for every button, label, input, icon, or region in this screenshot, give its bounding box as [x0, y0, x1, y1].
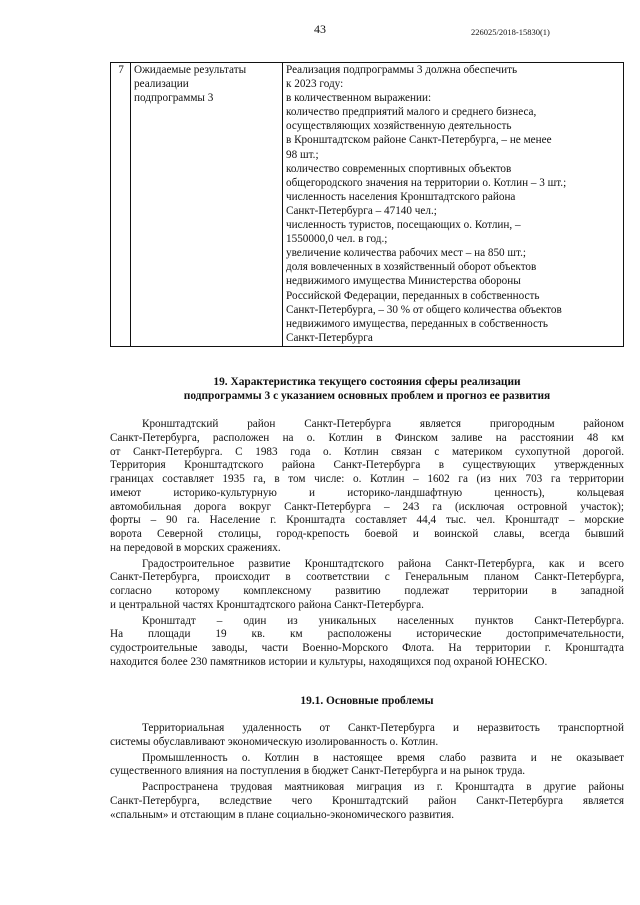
content-line: Российской Федерации, переданных в собственность: [286, 289, 540, 302]
heading-line: подпрограммы 3 с указанием основных проблем и прогноз ее развития: [183, 390, 551, 403]
content-line: осуществляющих хозяйственную деятельность: [286, 120, 512, 133]
content-line: численность населения Кронштадтского района: [286, 190, 516, 203]
content-line: к 2023 году:: [286, 78, 344, 91]
text-line: имеют историко-культурную и историко-ландшафтную ценность), кольцевая: [110, 486, 624, 499]
text-line: Территория Кронштадтского района Санкт-Петербурга в существующих утвержденных: [110, 459, 624, 472]
text-line: Градостроительное развитие Кронштадтского района Санкт-Петербурга, как и всего: [142, 557, 624, 570]
table-row: [111, 63, 624, 347]
row-content-cell: [283, 63, 624, 347]
section-19-heading: [110, 375, 624, 404]
heading-line: 19. Характеристика текущего состояния сферы реализации: [213, 376, 521, 388]
content-line: в количественном выражении:: [286, 92, 432, 105]
section-19-1-heading: 19.1. Основные проблемы: [300, 695, 434, 707]
text-line: На площади 19 кв. км расположены исторические достопримечательности,: [110, 628, 624, 641]
text-line: границах составляет 1935 га, в том числе: о. Котлин – 1602 га (из них 703 га территории: [110, 473, 624, 485]
text-line: от Санкт-Петербурга. С 1983 года о. Котлин связан с материком сухопутной дорогой.: [110, 445, 624, 458]
text-line: судостроительные заводы, части Военно-Морского Флота. На территории г. Кронштадта: [110, 642, 624, 654]
text-line: Санкт-Петербурга, происходит в соответствии с Генеральным планом Санкт-Петербурга,: [110, 571, 624, 584]
content-line: Реализация подпрограммы 3 должна обеспечить: [286, 64, 518, 76]
row-number-cell: 7: [111, 63, 131, 347]
text-line: ворота Северной столицы, город-крепость боевой и воинской славы, всегда бывший: [110, 528, 624, 540]
text-line: системы обуславливают экономическую изолированность о. Котлин.: [110, 735, 439, 748]
text-line: форты – 90 га. Население г. Кронштадта составляет 44,4 тыс. чел. Кронштадт – морские: [110, 514, 624, 527]
content-line: общегородского значения на территории о. Котлин – 3 шт.;: [286, 176, 567, 189]
label-line: реализации: [134, 78, 189, 91]
label-line: Ожидаемые результаты: [134, 64, 247, 76]
content-line: количество предприятий малого и среднего бизнеса,: [286, 106, 537, 119]
paragraph: [110, 781, 624, 822]
content-line: численность туристов, посещающих о. Котлин, –: [286, 219, 521, 232]
content-line: недвижимого имущества Министерства обороны: [286, 275, 521, 288]
content-line: Санкт-Петербурга, – 30 % от общего количества объектов: [286, 303, 562, 316]
text-line: согласно которому комплексному развитию подлежат территории в западной: [110, 585, 624, 597]
text-line: Кронштадт – один из уникальных населенных пунктов Санкт-Петербурга.: [142, 614, 624, 627]
text-line: существенного влияния на поступления в бюджет Санкт-Петербурга и на рынок труда.: [110, 765, 526, 778]
text-line: автомобильная дорога вокруг Санкт-Петербурга – 243 га (исключая островной участок);: [110, 500, 624, 513]
text-line: Промышленность о. Котлин в настоящее время слабо развита и не оказывает: [142, 751, 624, 764]
paragraph: [110, 615, 624, 670]
content-line: доля вовлеченных в хозяйственный оборот объектов: [286, 261, 537, 274]
paragraph: [110, 752, 624, 780]
section-19-body: [110, 418, 624, 672]
expected-results-table: [110, 62, 624, 347]
text-line: Санкт-Петербурга, вследствие чего Кронштадтский район Санкт-Петербурга является: [110, 794, 624, 807]
text-line: Кронштадтский район Санкт-Петербурга является пригородным районом: [142, 418, 624, 430]
text-line: на передовой в морских сражениях.: [110, 541, 281, 554]
label-line: подпрограммы 3: [134, 92, 214, 105]
content-line: 98 шт.;: [286, 148, 319, 161]
text-line: Санкт-Петербурга, расположен на о. Котлин в Финском заливе на расстоянии 48 км: [110, 431, 624, 444]
content-line: увеличение количества рабочих мест – на 850 шт.;: [286, 247, 526, 260]
text-line: находится более 230 памятников истории и культуры, находящихся под охраной ЮНЕСКО.: [110, 655, 548, 668]
paragraph: [110, 418, 624, 556]
page-number: 43: [314, 22, 326, 36]
section-19-1-body: [110, 722, 624, 824]
text-line: «спальным» и отстающим в плане социально-экономического развития.: [110, 808, 455, 821]
text-line: Распространена трудовая маятниковая миграция из г. Кронштадта в другие районы: [142, 781, 624, 793]
content-line: Санкт-Петербурга: [286, 331, 373, 344]
paragraph: [110, 722, 624, 750]
document-code: 226025/2018-15830(1): [471, 27, 550, 37]
content-line: Санкт-Петербурга – 47140 чел.;: [286, 204, 437, 217]
content-line: недвижимого имущества, переданных в собственность: [286, 317, 548, 330]
row-label-cell: [131, 63, 283, 347]
text-line: и центральной частях Кронштадтского района Санкт-Петербурга.: [110, 598, 424, 611]
text-line: Территориальная удаленность от Санкт-Петербурга и неразвитость транспортной: [142, 722, 624, 734]
content-line: количество современных спортивных объектов: [286, 162, 512, 175]
paragraph: [110, 558, 624, 613]
content-line: 1550000,0 чел. в год.;: [286, 233, 388, 246]
content-line: в Кронштадтском районе Санкт-Петербурга, – не менее: [286, 134, 552, 147]
